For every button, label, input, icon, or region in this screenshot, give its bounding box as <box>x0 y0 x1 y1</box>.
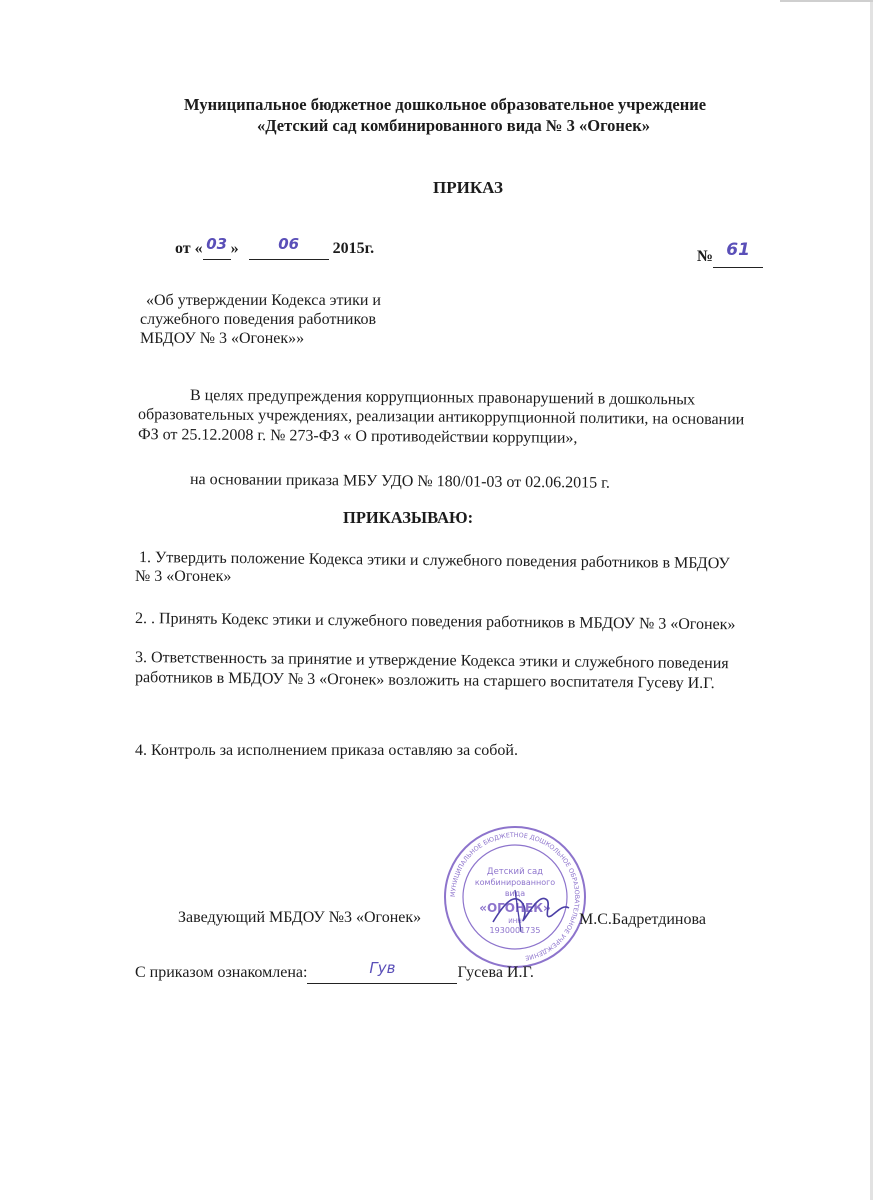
item-4: 4. Контроль за исполнением приказа оставляю за собой. <box>135 742 518 759</box>
date-month-field <box>249 235 329 260</box>
subject-line-1: «Об утверждении Кодекса этики и <box>146 292 381 309</box>
item-1-line-1: 1. Утвердить положение Кодекса этики и служебного поведения работников в МБДОУ <box>138 549 730 573</box>
preamble-line-1: В целях предупреждения коррупционных правонарушений в дошкольных <box>189 387 696 409</box>
date-year: 2015г. <box>332 240 375 257</box>
acknowledgement-line <box>135 959 534 984</box>
subject-line-3: МБДОУ № 3 «Огонек»» <box>140 330 305 347</box>
item-2: 2. . Принять Кодекс этики и служебного поведения работников в МБДОУ № 3 «Огонек» <box>134 610 736 634</box>
acknowledgement-label: С приказом ознакомлена: <box>135 964 308 981</box>
scan-edge-top <box>780 0 873 2</box>
date-line <box>175 235 375 260</box>
preamble-line-2: образовательных учреждениях, реализации антикоррупционной политики, на основании <box>137 406 745 429</box>
date-day-field <box>203 235 231 260</box>
stamp-outer-text: МУНИЦИПАЛЬНОЕ БЮДЖЕТНОЕ ДОШКОЛЬНОЕ ОБРАЗОВАТЕЛЬНОЕ УЧРЕЖДЕНИЕ <box>449 831 581 962</box>
basis-line: на основании приказа МБУ УДО № 180/01-03 от 02.06.2015 г. <box>189 471 611 492</box>
subject-line-2: служебного поведения работников <box>140 311 376 328</box>
stamp-line-6: 1930001735 <box>489 926 541 935</box>
order-number-value: 61 <box>726 240 750 260</box>
date-month: 06 <box>278 235 300 253</box>
document-title: ПРИКАЗ <box>433 178 503 197</box>
order-number-label: № <box>697 248 714 265</box>
stamp-line-1: Детский сад <box>486 867 544 877</box>
stamp-line-2: комбинированного <box>474 878 556 887</box>
date-day: 03 <box>206 235 228 253</box>
acknowledgement-name: Гусева И.Г. <box>457 964 534 981</box>
item-3-line-2: работников в МБДОУ № 3 «Огонек» возложить на старшего воспитателя Гусеву И.Г. <box>134 669 715 693</box>
director-signature <box>485 882 575 942</box>
item-3-line-1: 3. Ответственность за принятие и утверждение Кодекса этики и служебного поведения <box>134 649 729 673</box>
order-number-field <box>713 240 763 268</box>
org-name-line2: «Детский сад комбинированного вида № 3 «Огонек» <box>257 116 651 135</box>
acknowledgement-initials: Гув <box>369 959 396 977</box>
order-number-line <box>697 240 763 268</box>
preamble-line-3: ФЗ от 25.12.2008 г. № 273-ФЗ « О противодействии коррупции», <box>137 426 578 447</box>
director-position: Заведующий МБДОУ №3 «Огонек» <box>178 909 422 926</box>
order-word: ПРИКАЗЫВАЮ: <box>343 508 474 527</box>
item-1-line-2: № 3 «Огонек» <box>135 568 232 585</box>
director-name: М.С.Бадретдинова <box>579 911 706 928</box>
stamp-line-4: «ОГОНЕК» <box>479 901 551 915</box>
date-prefix: от « <box>175 240 203 257</box>
acknowledgement-sign-field <box>307 959 457 984</box>
org-name-line1: Муниципальное бюджетное дошкольное образовательное учреждение <box>184 95 707 114</box>
date-mid: » <box>230 240 239 257</box>
stamp-line-3: вида <box>504 889 526 898</box>
stamp-line-5: ИНН <box>508 918 522 925</box>
